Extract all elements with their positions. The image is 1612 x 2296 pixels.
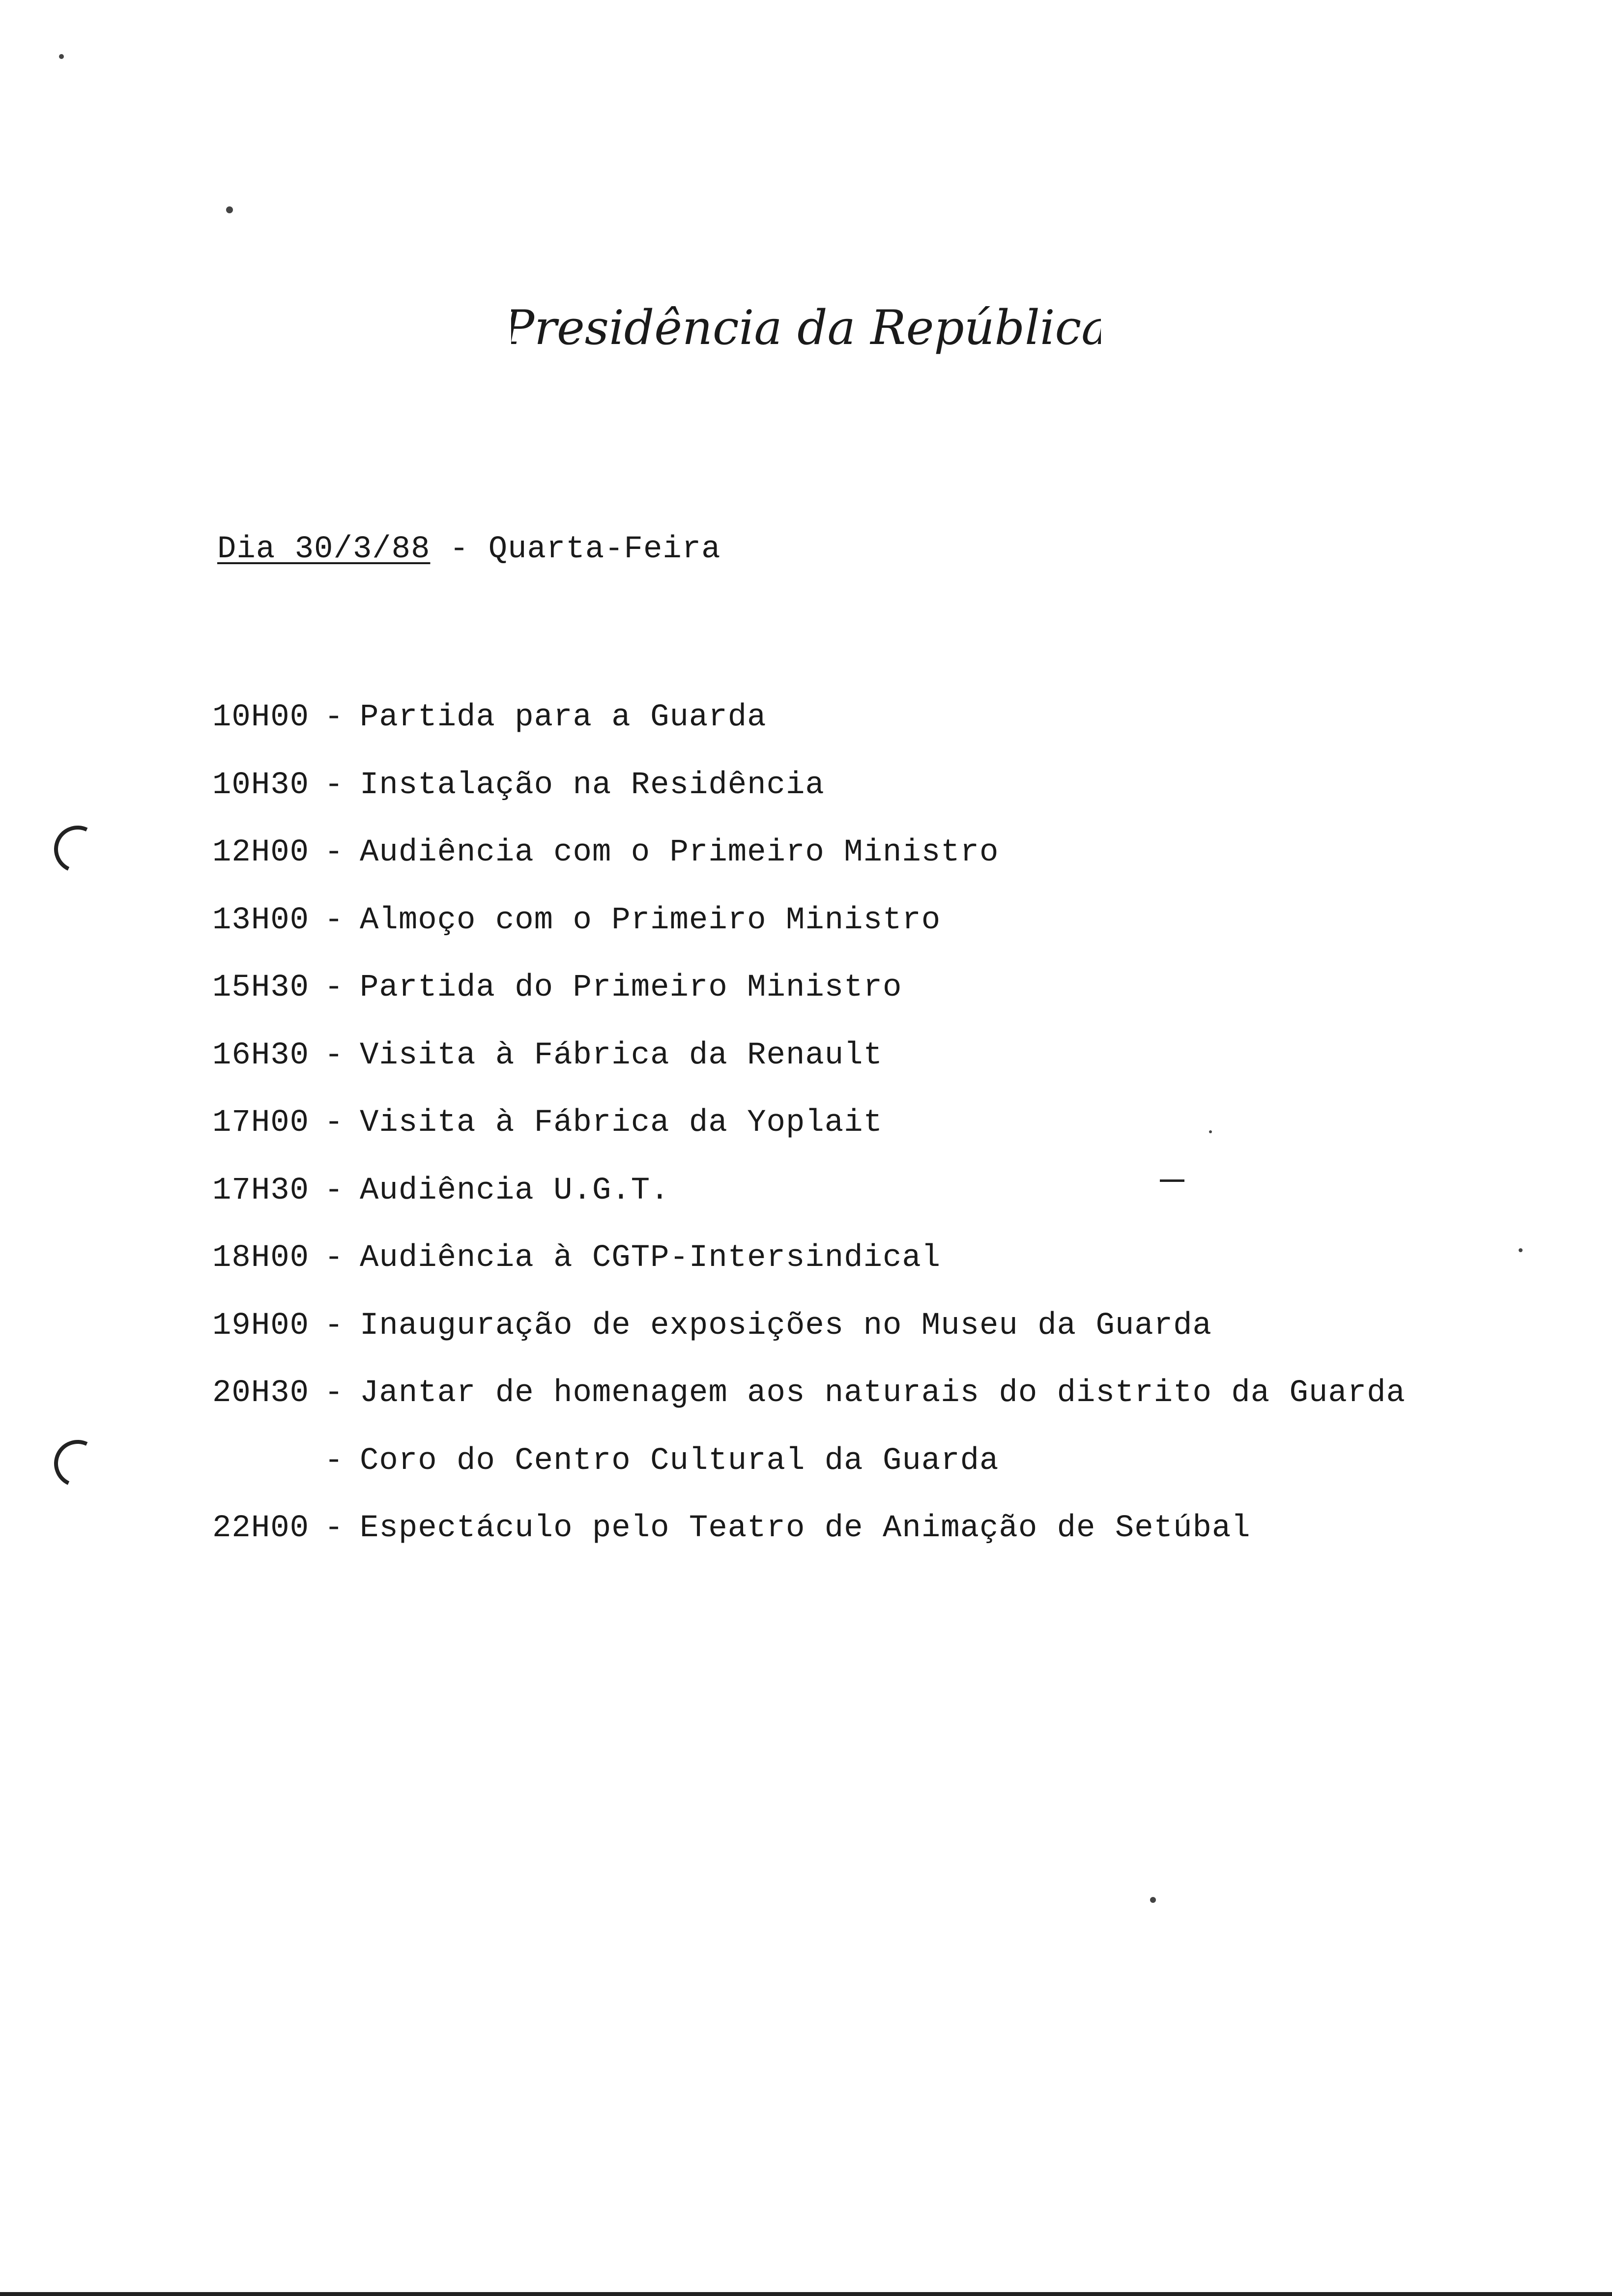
schedule-dash: - — [324, 1173, 344, 1208]
schedule-dash: - — [324, 902, 344, 938]
schedule-dash: - — [324, 767, 344, 803]
schedule-time: 20H30 — [212, 1376, 310, 1411]
date-value: Dia 30/3/88 — [217, 532, 431, 567]
schedule-time: 19H00 — [212, 1308, 310, 1344]
schedule-item — [212, 1103, 1490, 1171]
schedule-text: Instalação na Residência — [360, 767, 825, 803]
scan-speck — [1150, 1897, 1156, 1903]
schedule-text: Visita à Fábrica da Renault — [360, 1037, 883, 1073]
schedule-dash: - — [324, 1240, 344, 1276]
schedule-text: Audiência à CGTP-Intersindical — [360, 1240, 941, 1276]
schedule-item — [212, 766, 1490, 833]
schedule-item — [212, 698, 1490, 766]
schedule-item — [212, 901, 1490, 969]
date-heading — [217, 532, 721, 567]
schedule-time: 18H00 — [212, 1240, 310, 1276]
schedule-list — [212, 698, 1490, 1577]
schedule-time: 15H30 — [212, 970, 310, 1005]
schedule-dash: - — [324, 1037, 344, 1073]
schedule-item — [212, 833, 1490, 901]
schedule-item — [212, 1036, 1490, 1104]
schedule-text: Almoço com o Primeiro Ministro — [360, 902, 941, 938]
punch-hole-mark — [47, 1433, 108, 1493]
weekday: Quarta-Feira — [488, 532, 721, 567]
schedule-dash: - — [324, 970, 344, 1005]
letterhead-logo — [511, 290, 1101, 373]
schedule-text: Inauguração de exposições no Museu da Guarda — [360, 1308, 1212, 1344]
letterhead-title: Presidência da República — [511, 300, 1101, 355]
schedule-text: Audiência U.G.T. — [360, 1173, 670, 1208]
schedule-item — [212, 1509, 1490, 1577]
schedule-time: 22H00 — [212, 1511, 310, 1546]
schedule-text: Partida do Primeiro Ministro — [360, 970, 902, 1005]
schedule-time: 17H30 — [212, 1173, 310, 1208]
schedule-time: 12H00 — [212, 835, 310, 870]
schedule-dash: - — [324, 700, 344, 735]
schedule-item — [212, 1171, 1490, 1239]
scan-speck — [59, 54, 64, 59]
schedule-text: Partida para a Guarda — [360, 700, 767, 735]
schedule-text: Visita à Fábrica da Yoplait — [360, 1105, 883, 1141]
schedule-item — [212, 968, 1490, 1036]
schedule-dash: - — [324, 1105, 344, 1141]
schedule-text: Jantar de homenagem aos naturais do distrito da Guarda — [360, 1376, 1406, 1411]
schedule-item — [212, 1238, 1490, 1306]
schedule-dash: - — [324, 835, 344, 870]
letterhead-script — [511, 290, 1101, 373]
schedule-text: Audiência com o Primeiro Ministro — [360, 835, 999, 870]
date-separator: - — [449, 532, 469, 567]
schedule-time: 13H00 — [212, 902, 310, 938]
schedule-dash: - — [324, 1443, 344, 1479]
schedule-dash: - — [324, 1376, 344, 1411]
schedule-dash: - — [324, 1308, 344, 1344]
schedule-time: 16H30 — [212, 1037, 310, 1073]
schedule-time: 10H00 — [212, 700, 310, 735]
schedule-text: Coro do Centro Cultural da Guarda — [360, 1443, 999, 1479]
punch-hole-mark — [47, 819, 108, 879]
scan-speck — [226, 206, 233, 213]
schedule-time: 17H00 — [212, 1105, 310, 1141]
scan-speck — [1209, 1130, 1212, 1133]
schedule-item-continuation — [212, 1441, 1490, 1509]
schedule-text: Espectáculo pelo Teatro de Animação de Setúbal — [360, 1511, 1251, 1546]
stray-mark — [1160, 1179, 1184, 1182]
schedule-dash: - — [324, 1511, 344, 1546]
schedule-item — [212, 1306, 1490, 1374]
schedule-item — [212, 1374, 1490, 1441]
scan-speck — [1519, 1248, 1523, 1252]
schedule-time: 10H30 — [212, 767, 310, 803]
scan-edge-line — [0, 2292, 1612, 2296]
